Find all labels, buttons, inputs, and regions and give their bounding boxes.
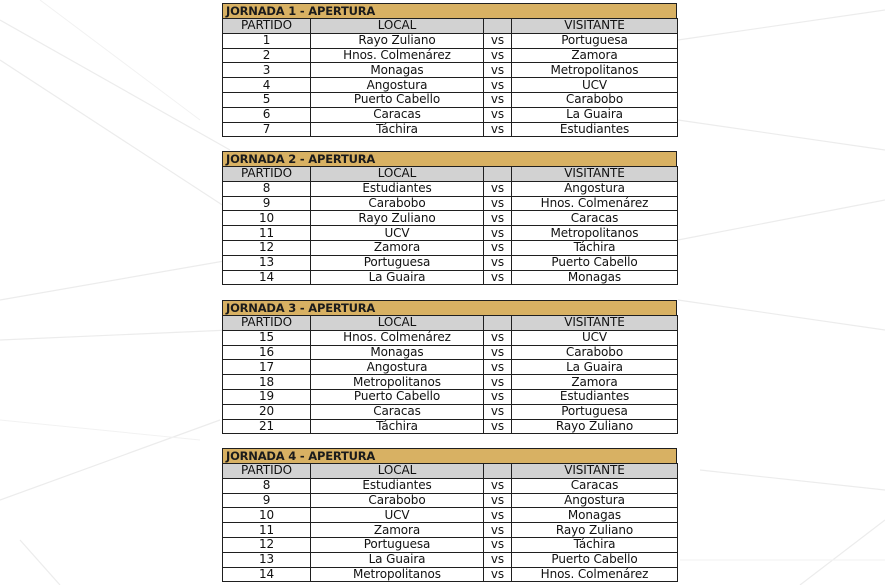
- match-number: 19: [223, 389, 311, 404]
- header-vs: [484, 19, 512, 34]
- match-row: [223, 181, 678, 196]
- match-row: [223, 240, 678, 255]
- match-row: [223, 404, 678, 419]
- vs-label: vs: [484, 419, 512, 434]
- match-row: [223, 567, 678, 582]
- away-team: Hnos. Colmenárez: [512, 196, 678, 211]
- home-team: Portuguesa: [311, 537, 484, 552]
- match-row: [223, 107, 678, 122]
- vs-label: vs: [484, 567, 512, 582]
- match-number: 9: [223, 196, 311, 211]
- home-team: Hnos. Colmenárez: [311, 330, 484, 345]
- away-team: Metropolitanos: [512, 226, 678, 241]
- vs-label: vs: [484, 226, 512, 241]
- home-team: Rayo Zuliano: [311, 211, 484, 226]
- away-team: Metropolitanos: [512, 63, 678, 78]
- vs-label: vs: [484, 523, 512, 538]
- match-number: 16: [223, 345, 311, 360]
- match-number: 13: [223, 552, 311, 567]
- match-number: 13: [223, 255, 311, 270]
- vs-label: vs: [484, 404, 512, 419]
- match-number: 11: [223, 226, 311, 241]
- vs-label: vs: [484, 375, 512, 390]
- home-team: Táchira: [311, 122, 484, 137]
- home-team: Hnos. Colmenárez: [311, 48, 484, 63]
- header-vs: [484, 316, 512, 331]
- vs-label: vs: [484, 270, 512, 285]
- away-team: Puerto Cabello: [512, 552, 678, 567]
- round-3-fixture: [222, 300, 677, 434]
- away-team: Rayo Zuliano: [512, 419, 678, 434]
- vs-label: vs: [484, 107, 512, 122]
- match-row: [223, 196, 678, 211]
- match-row: [223, 270, 678, 285]
- home-team: Estudiantes: [311, 478, 484, 493]
- away-team: Táchira: [512, 240, 678, 255]
- vs-label: vs: [484, 33, 512, 48]
- fixture-table: [222, 315, 678, 434]
- away-team: Monagas: [512, 270, 678, 285]
- away-team: UCV: [512, 78, 678, 93]
- round-4-fixture: [222, 448, 677, 582]
- match-number: 15: [223, 330, 311, 345]
- match-number: 14: [223, 270, 311, 285]
- away-team: Zamora: [512, 375, 678, 390]
- home-team: Caracas: [311, 107, 484, 122]
- match-row: [223, 345, 678, 360]
- match-row: [223, 211, 678, 226]
- column-header-row: [223, 316, 678, 331]
- header-home: LOCAL: [311, 167, 484, 182]
- home-team: Portuguesa: [311, 255, 484, 270]
- away-team: La Guaira: [512, 107, 678, 122]
- match-number: 4: [223, 78, 311, 93]
- vs-label: vs: [484, 240, 512, 255]
- match-number: 14: [223, 567, 311, 582]
- match-row: [223, 478, 678, 493]
- away-team: Carabobo: [512, 92, 678, 107]
- match-row: [223, 33, 678, 48]
- fixture-table: [222, 166, 678, 285]
- away-team: Caracas: [512, 211, 678, 226]
- match-row: [223, 493, 678, 508]
- home-team: Puerto Cabello: [311, 389, 484, 404]
- vs-label: vs: [484, 389, 512, 404]
- away-team: Táchira: [512, 537, 678, 552]
- header-vs: [484, 167, 512, 182]
- match-number: 9: [223, 493, 311, 508]
- match-row: [223, 48, 678, 63]
- match-row: [223, 552, 678, 567]
- header-match: PARTIDO: [223, 167, 311, 182]
- vs-label: vs: [484, 255, 512, 270]
- vs-label: vs: [484, 537, 512, 552]
- away-team: Monagas: [512, 508, 678, 523]
- vs-label: vs: [484, 360, 512, 375]
- vs-label: vs: [484, 345, 512, 360]
- header-match: PARTIDO: [223, 19, 311, 34]
- home-team: Monagas: [311, 345, 484, 360]
- match-row: [223, 226, 678, 241]
- match-row: [223, 537, 678, 552]
- home-team: Puerto Cabello: [311, 92, 484, 107]
- vs-label: vs: [484, 78, 512, 93]
- column-header-row: [223, 19, 678, 34]
- away-team: Portuguesa: [512, 33, 678, 48]
- vs-label: vs: [484, 48, 512, 63]
- away-team: Portuguesa: [512, 404, 678, 419]
- vs-label: vs: [484, 330, 512, 345]
- home-team: Caracas: [311, 404, 484, 419]
- header-home: LOCAL: [311, 316, 484, 331]
- header-away: VISITANTE: [512, 464, 678, 479]
- vs-label: vs: [484, 493, 512, 508]
- match-number: 10: [223, 508, 311, 523]
- match-number: 7: [223, 122, 311, 137]
- match-number: 3: [223, 63, 311, 78]
- home-team: Angostura: [311, 360, 484, 375]
- home-team: UCV: [311, 508, 484, 523]
- match-number: 2: [223, 48, 311, 63]
- home-team: La Guaira: [311, 552, 484, 567]
- away-team: Puerto Cabello: [512, 255, 678, 270]
- round-title: JORNADA 4 - APERTURA: [222, 448, 677, 463]
- match-number: 8: [223, 478, 311, 493]
- away-team: Carabobo: [512, 345, 678, 360]
- away-team: Estudiantes: [512, 122, 678, 137]
- home-team: Zamora: [311, 240, 484, 255]
- fixture-table: [222, 18, 678, 137]
- match-row: [223, 78, 678, 93]
- match-row: [223, 330, 678, 345]
- away-team: Hnos. Colmenárez: [512, 567, 678, 582]
- away-team: Caracas: [512, 478, 678, 493]
- away-team: Angostura: [512, 181, 678, 196]
- vs-label: vs: [484, 508, 512, 523]
- fixture-table: [222, 463, 678, 582]
- header-match: PARTIDO: [223, 316, 311, 331]
- match-row: [223, 122, 678, 137]
- match-row: [223, 375, 678, 390]
- away-team: Zamora: [512, 48, 678, 63]
- match-number: 20: [223, 404, 311, 419]
- round-1-fixture: [222, 3, 677, 137]
- match-row: [223, 360, 678, 375]
- round-title: JORNADA 1 - APERTURA: [222, 3, 677, 18]
- home-team: Metropolitanos: [311, 567, 484, 582]
- header-away: VISITANTE: [512, 19, 678, 34]
- vs-label: vs: [484, 196, 512, 211]
- away-team: Estudiantes: [512, 389, 678, 404]
- match-number: 1: [223, 33, 311, 48]
- match-row: [223, 92, 678, 107]
- away-team: Angostura: [512, 493, 678, 508]
- home-team: Estudiantes: [311, 181, 484, 196]
- home-team: Metropolitanos: [311, 375, 484, 390]
- home-team: Carabobo: [311, 493, 484, 508]
- match-number: 12: [223, 537, 311, 552]
- home-team: Angostura: [311, 78, 484, 93]
- home-team: UCV: [311, 226, 484, 241]
- vs-label: vs: [484, 122, 512, 137]
- vs-label: vs: [484, 181, 512, 196]
- away-team: La Guaira: [512, 360, 678, 375]
- column-header-row: [223, 167, 678, 182]
- vs-label: vs: [484, 92, 512, 107]
- column-header-row: [223, 464, 678, 479]
- header-away: VISITANTE: [512, 316, 678, 331]
- match-number: 5: [223, 92, 311, 107]
- home-team: Rayo Zuliano: [311, 33, 484, 48]
- match-number: 12: [223, 240, 311, 255]
- round-title: JORNADA 3 - APERTURA: [222, 300, 677, 315]
- away-team: UCV: [512, 330, 678, 345]
- round-title: JORNADA 2 - APERTURA: [222, 151, 677, 166]
- home-team: Carabobo: [311, 196, 484, 211]
- match-number: 10: [223, 211, 311, 226]
- match-row: [223, 523, 678, 538]
- round-2-fixture: [222, 151, 677, 285]
- header-home: LOCAL: [311, 19, 484, 34]
- header-away: VISITANTE: [512, 167, 678, 182]
- home-team: Zamora: [311, 523, 484, 538]
- match-number: 21: [223, 419, 311, 434]
- match-row: [223, 508, 678, 523]
- match-number: 18: [223, 375, 311, 390]
- header-home: LOCAL: [311, 464, 484, 479]
- match-row: [223, 255, 678, 270]
- match-row: [223, 389, 678, 404]
- vs-label: vs: [484, 63, 512, 78]
- match-number: 11: [223, 523, 311, 538]
- away-team: Rayo Zuliano: [512, 523, 678, 538]
- vs-label: vs: [484, 478, 512, 493]
- match-row: [223, 419, 678, 434]
- match-row: [223, 63, 678, 78]
- match-number: 17: [223, 360, 311, 375]
- header-match: PARTIDO: [223, 464, 311, 479]
- header-vs: [484, 464, 512, 479]
- match-number: 8: [223, 181, 311, 196]
- home-team: Táchira: [311, 419, 484, 434]
- match-number: 6: [223, 107, 311, 122]
- home-team: La Guaira: [311, 270, 484, 285]
- vs-label: vs: [484, 552, 512, 567]
- home-team: Monagas: [311, 63, 484, 78]
- vs-label: vs: [484, 211, 512, 226]
